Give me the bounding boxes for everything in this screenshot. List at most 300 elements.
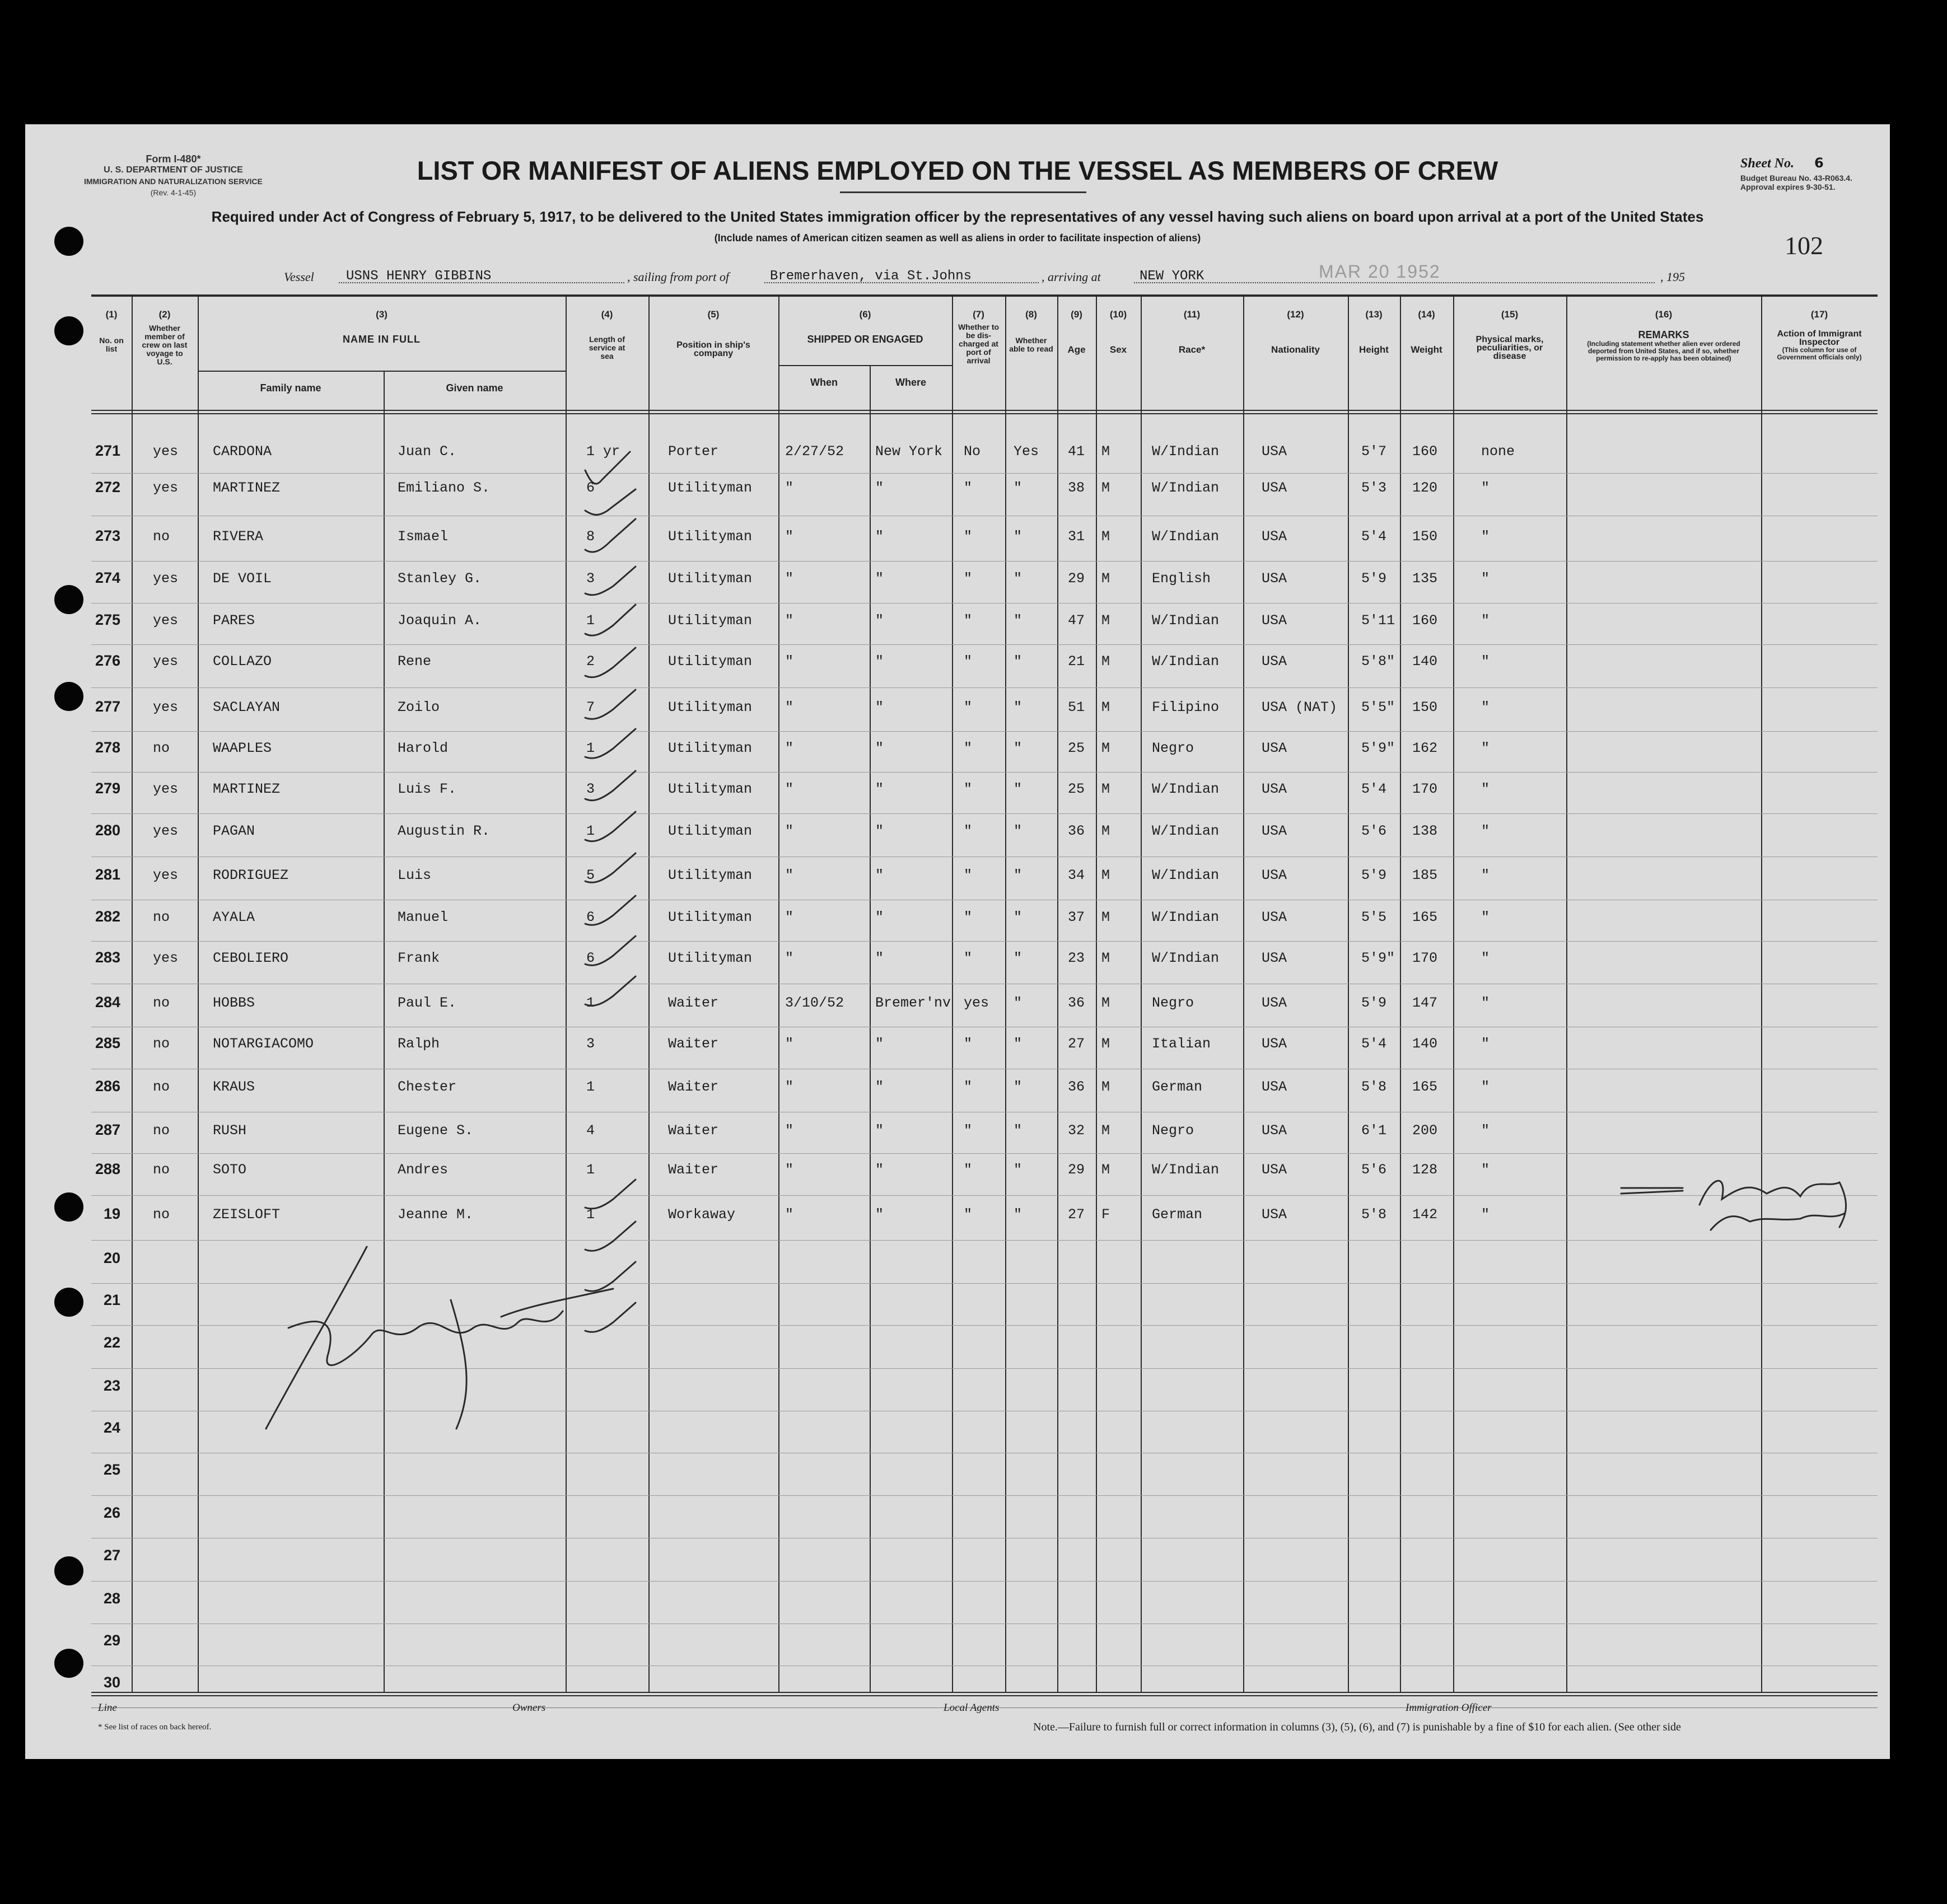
service-length-cell: 2 — [586, 653, 595, 670]
col8-number: (8) — [1025, 309, 1037, 320]
race-cell: W/Indian — [1152, 823, 1220, 839]
arriving-port: NEW YORK — [1140, 269, 1204, 284]
shipped-when-cell: " — [785, 781, 794, 797]
race-cell: English — [1152, 570, 1211, 587]
discharged-cell: " — [964, 699, 973, 715]
age-cell: 36 — [1068, 995, 1085, 1011]
crew-status-cell: yes — [153, 443, 179, 460]
col11-label: Race* — [1178, 344, 1206, 355]
height-cell: 5'3 — [1361, 480, 1387, 496]
crew-status-cell: yes — [153, 480, 179, 496]
nationality-cell: USA (NAT) — [1262, 699, 1338, 715]
discharged-cell: " — [964, 1206, 973, 1223]
family-name-cell: RODRIGUEZ — [213, 867, 289, 883]
age-cell: 29 — [1068, 1162, 1085, 1178]
family-name-cell: SOTO — [213, 1162, 247, 1178]
row-number: 19 — [103, 1205, 120, 1222]
row-number: 287 — [95, 1121, 120, 1138]
blank-row-number: 30 — [103, 1674, 120, 1691]
discharged-cell: " — [964, 653, 973, 670]
handwriting-overlay — [25, 124, 1890, 1759]
discharged-cell: " — [964, 1036, 973, 1052]
shipped-where-cell: New York — [875, 443, 943, 460]
form-revision: (Rev. 4-1-45) — [150, 188, 197, 197]
sex-cell: F — [1101, 1206, 1110, 1223]
race-cell: W/Indian — [1152, 909, 1220, 925]
height-cell: 5'9 — [1361, 570, 1387, 587]
physical-marks-cell: " — [1481, 1122, 1490, 1139]
race-cell: W/Indian — [1152, 612, 1220, 629]
sex-cell: M — [1101, 740, 1110, 756]
check-mark — [585, 690, 636, 719]
shipped-where-cell: " — [875, 1162, 884, 1178]
row-number: 282 — [95, 908, 120, 925]
physical-marks-cell: " — [1481, 1036, 1490, 1052]
race-cell: W/Indian — [1152, 781, 1220, 797]
physical-marks-cell: " — [1481, 1079, 1490, 1095]
col10-number: (10) — [1109, 309, 1127, 320]
col16-sublabel: (Including statement whether alien ever ordered deported from United States, and if so, whether permission to re-apply has been obtained) — [1587, 340, 1740, 362]
weight-cell: 185 — [1412, 867, 1438, 883]
nationality-cell: USA — [1262, 653, 1287, 670]
col6-number: (6) — [859, 309, 871, 320]
physical-marks-cell: " — [1481, 781, 1490, 797]
check-mark — [585, 519, 636, 552]
family-name-cell: CEBOLIERO — [213, 950, 289, 966]
physical-marks-cell: " — [1481, 995, 1490, 1011]
weight-cell: 200 — [1412, 1122, 1438, 1139]
shipped-when-cell: " — [785, 570, 794, 587]
col2-label: Whether member of crew on last voyage to U.S. — [142, 324, 188, 366]
sex-cell: M — [1101, 909, 1110, 925]
row-number: 278 — [95, 739, 120, 756]
shipped-when-header: When — [810, 377, 838, 388]
given-name-cell: Augustin R. — [398, 823, 491, 839]
height-cell: 5'8 — [1361, 1079, 1387, 1095]
position-cell: Waiter — [668, 1122, 719, 1139]
shipped-where-cell: " — [875, 781, 884, 797]
able-to-read-cell: Yes — [1014, 443, 1039, 460]
crew-status-cell: no — [153, 528, 170, 545]
shipped-when-cell: " — [785, 1079, 794, 1095]
row-number: 280 — [95, 822, 120, 839]
shipped-where-cell: " — [875, 570, 884, 587]
col7-label: Whether to be dis-charged at port of arrival — [958, 322, 1000, 365]
height-cell: 5'4 — [1361, 1036, 1387, 1052]
crew-status-cell: no — [153, 909, 170, 925]
weight-cell: 128 — [1412, 1162, 1438, 1178]
nationality-cell: USA — [1262, 528, 1287, 545]
service-length-cell: 7 — [586, 699, 595, 715]
race-cell: Italian — [1152, 1036, 1211, 1052]
position-cell: Porter — [668, 443, 719, 460]
able-to-read-cell: " — [1014, 823, 1022, 839]
discharged-cell: " — [964, 480, 973, 496]
check-mark — [585, 1262, 636, 1291]
form-number: Form I-480* — [146, 153, 201, 165]
physical-marks-cell: " — [1481, 570, 1490, 587]
shipped-where-cell: " — [875, 740, 884, 756]
service-length-cell: 3 — [586, 1036, 595, 1052]
department-name: U. S. DEPARTMENT OF JUSTICE — [104, 165, 243, 175]
family-name-cell: PAGAN — [213, 823, 255, 839]
family-name-cell: RUSH — [213, 1122, 247, 1139]
weight-cell: 162 — [1412, 740, 1438, 756]
nationality-cell: USA — [1262, 995, 1287, 1011]
col5-number: (5) — [707, 309, 720, 320]
col8-label: Whether able to read — [1009, 336, 1053, 353]
blank-row-number: 20 — [103, 1250, 120, 1266]
weight-cell: 160 — [1412, 443, 1438, 460]
col4-number: (4) — [601, 309, 613, 320]
position-cell: Utilityman — [668, 480, 753, 496]
shipped-where-cell: " — [875, 528, 884, 545]
position-cell: Waiter — [668, 995, 719, 1011]
blank-row-number: 29 — [103, 1632, 120, 1649]
able-to-read-cell: " — [1014, 570, 1022, 587]
position-cell: Utilityman — [668, 740, 753, 756]
able-to-read-cell: " — [1014, 781, 1022, 797]
nationality-cell: USA — [1262, 1206, 1287, 1223]
nationality-cell: USA — [1262, 909, 1287, 925]
col14-label: Weight — [1411, 344, 1442, 355]
blank-row-number: 23 — [103, 1377, 120, 1394]
given-name-cell: Harold — [398, 740, 449, 756]
document-title: LIST OR MANIFEST OF ALIENS EMPLOYED ON THE VESSEL AS MEMBERS OF CREW — [417, 156, 1498, 185]
sex-cell: M — [1101, 823, 1110, 839]
height-cell: 5'6 — [1361, 823, 1387, 839]
able-to-read-cell: " — [1014, 528, 1022, 545]
race-cell: Negro — [1152, 995, 1194, 1011]
manifest-sheet — [25, 124, 1890, 1759]
height-cell: 5'5 — [1361, 909, 1387, 925]
sex-cell: M — [1101, 653, 1110, 670]
family-name-cell: DE VOIL — [213, 570, 272, 587]
binder-hole — [54, 585, 83, 614]
blank-row-number: 26 — [103, 1504, 120, 1521]
row-number: 271 — [95, 442, 120, 459]
crew-status-cell: no — [153, 740, 170, 756]
sheet-number-value: 6 — [1814, 155, 1824, 171]
check-mark — [585, 853, 636, 882]
col1-number: (1) — [105, 309, 118, 320]
discharged-cell: " — [964, 950, 973, 966]
shipped-where-cell: " — [875, 612, 884, 629]
physical-marks-cell: " — [1481, 480, 1490, 496]
check-mark — [585, 567, 636, 595]
crew-status-cell: no — [153, 1162, 170, 1178]
remarks-handwriting — [1621, 1181, 1846, 1230]
col2-number: (2) — [158, 309, 171, 320]
shipped-where-cell: " — [875, 699, 884, 715]
race-cell: German — [1152, 1079, 1203, 1095]
given-name-cell: Andres — [398, 1162, 449, 1178]
family-name-cell: AYALA — [213, 909, 255, 925]
arrival-date-stamp: MAR 20 1952 — [1319, 261, 1441, 282]
height-cell: 5'11 — [1361, 612, 1395, 629]
check-mark — [585, 648, 636, 677]
age-cell: 31 — [1068, 528, 1085, 545]
physical-marks-cell: " — [1481, 740, 1490, 756]
col1-label: No. on list — [99, 336, 124, 353]
shipped-when-cell: " — [785, 823, 794, 839]
given-name-cell: Chester — [398, 1079, 457, 1095]
sailing-port: Bremerhaven, via St.Johns — [770, 269, 972, 284]
discharged-cell: " — [964, 909, 973, 925]
family-name-cell: SACLAYAN — [213, 699, 281, 715]
position-cell: Waiter — [668, 1036, 719, 1052]
race-cell: Filipino — [1152, 699, 1220, 715]
row-number: 277 — [95, 698, 120, 715]
age-cell: 34 — [1068, 867, 1085, 883]
col14-number: (14) — [1418, 309, 1435, 320]
able-to-read-cell: " — [1014, 1162, 1022, 1178]
shipped-where-cell: " — [875, 1036, 884, 1052]
able-to-read-cell: " — [1014, 612, 1022, 629]
shipped-when-cell: 3/10/52 — [785, 995, 844, 1011]
physical-marks-cell: " — [1481, 612, 1490, 629]
weight-cell: 170 — [1412, 950, 1438, 966]
given-name-cell: Eugene S. — [398, 1122, 474, 1139]
given-name-cell: Zoilo — [398, 699, 440, 715]
given-name-cell: Frank — [398, 950, 440, 966]
position-cell: Utilityman — [668, 909, 753, 925]
nationality-cell: USA — [1262, 1036, 1287, 1052]
shipped-when-cell: 2/27/52 — [785, 443, 844, 460]
height-cell: 5'9 — [1361, 867, 1387, 883]
race-cell: Negro — [1152, 1122, 1194, 1139]
position-cell: Utilityman — [668, 823, 753, 839]
blank-row-number: 25 — [103, 1461, 120, 1478]
row-number: 284 — [95, 994, 120, 1011]
age-cell: 41 — [1068, 443, 1085, 460]
document-subtitle: Required under Act of Congress of February 5, 1917, to be delivered to the United States immigration officer by the representatives of any vessel having such aliens on board upon arrival at a port of the United States — [211, 208, 1704, 225]
nationality-cell: USA — [1262, 1079, 1287, 1095]
budget-number: Budget Bureau No. 43-R063.4. — [1740, 174, 1852, 183]
position-cell: Utilityman — [668, 528, 753, 545]
weight-cell: 160 — [1412, 612, 1438, 629]
physical-marks-cell: " — [1481, 699, 1490, 715]
col17-label: Action of Immigrant Inspector — [1777, 329, 1862, 347]
physical-marks-cell: " — [1481, 909, 1490, 925]
document-subnote: (Include names of American citizen seamen as well as aliens in order to facilitate inspection of aliens) — [714, 232, 1201, 244]
height-cell: 5'4 — [1361, 528, 1387, 545]
service-length-cell: 8 — [586, 528, 595, 545]
binder-hole — [54, 682, 83, 711]
age-cell: 51 — [1068, 699, 1085, 715]
sheet-number-label: Sheet No. — [1740, 156, 1794, 171]
physical-marks-cell: " — [1481, 528, 1490, 545]
given-name-cell: Joaquin A. — [398, 612, 482, 629]
nationality-cell: USA — [1262, 1122, 1287, 1139]
able-to-read-cell: " — [1014, 867, 1022, 883]
age-cell: 27 — [1068, 1036, 1085, 1052]
given-name-cell: Luis F. — [398, 781, 457, 797]
sex-cell: M — [1101, 995, 1110, 1011]
discharged-cell: No — [964, 443, 981, 460]
shipped-when-cell: " — [785, 612, 794, 629]
service-length-cell: 1 — [586, 740, 595, 756]
shipped-where-cell: " — [875, 653, 884, 670]
age-cell: 36 — [1068, 1079, 1085, 1095]
nationality-cell: USA — [1262, 950, 1287, 966]
crew-status-cell: no — [153, 995, 170, 1011]
given-name-cell: Luis — [398, 867, 432, 883]
shipped-when-cell: " — [785, 740, 794, 756]
sex-cell: M — [1101, 480, 1110, 496]
weight-cell: 142 — [1412, 1206, 1438, 1223]
discharged-cell: " — [964, 1079, 973, 1095]
sex-cell: M — [1101, 528, 1110, 545]
nationality-cell: USA — [1262, 443, 1287, 460]
service-length-cell: 1 — [586, 823, 595, 839]
age-cell: 32 — [1068, 1122, 1085, 1139]
col16-label: REMARKS — [1638, 329, 1689, 340]
height-cell: 5'9" — [1361, 740, 1395, 756]
col13-label: Height — [1359, 344, 1389, 355]
crew-status-cell: no — [153, 1079, 170, 1095]
shipped-where-cell: " — [875, 1122, 884, 1139]
position-cell: Waiter — [668, 1162, 719, 1178]
col5-label: Position in ship's company — [676, 340, 750, 358]
races-footnote: * See list of races on back hereof. — [98, 1723, 212, 1732]
service-length-cell: 3 — [586, 781, 595, 797]
race-cell: W/Indian — [1152, 1162, 1220, 1178]
crew-status-cell: yes — [153, 867, 179, 883]
year-label: , 195 — [1660, 270, 1685, 284]
row-number: 274 — [95, 569, 120, 586]
able-to-read-cell: " — [1014, 699, 1022, 715]
sex-cell: M — [1101, 950, 1110, 966]
family-name-header: Family name — [260, 382, 321, 394]
age-cell: 37 — [1068, 909, 1085, 925]
shipped-when-cell: " — [785, 480, 794, 496]
discharged-cell: " — [964, 1122, 973, 1139]
service-length-cell: 6 — [586, 480, 595, 496]
given-name-cell: Juan C. — [398, 443, 457, 460]
crew-status-cell: no — [153, 1206, 170, 1223]
service-length-cell: 1 — [586, 612, 595, 629]
race-cell: W/Indian — [1152, 443, 1220, 460]
able-to-read-cell: " — [1014, 653, 1022, 670]
physical-marks-cell: " — [1481, 1162, 1490, 1178]
check-mark — [585, 1303, 636, 1332]
shipped-when-cell: " — [785, 1206, 794, 1223]
weight-cell: 150 — [1412, 528, 1438, 545]
binder-hole — [54, 316, 83, 345]
position-cell: Waiter — [668, 1079, 719, 1095]
check-mark — [585, 1180, 636, 1209]
physical-marks-cell: none — [1481, 443, 1515, 460]
weight-cell: 138 — [1412, 823, 1438, 839]
service-length-cell: 5 — [586, 867, 595, 883]
position-cell: Utilityman — [668, 867, 753, 883]
service-length-cell: 1 — [586, 1206, 595, 1223]
blank-row-number: 28 — [103, 1590, 120, 1607]
sex-cell: M — [1101, 1162, 1110, 1178]
approval-expiry: Approval expires 9-30-51. — [1740, 183, 1836, 191]
binder-hole — [54, 1288, 83, 1317]
crew-status-cell: no — [153, 1122, 170, 1139]
blank-row-number: 21 — [103, 1292, 120, 1308]
age-cell: 25 — [1068, 781, 1085, 797]
height-cell: 6'1 — [1361, 1122, 1387, 1139]
discharged-cell: " — [964, 528, 973, 545]
weight-cell: 170 — [1412, 781, 1438, 797]
row-number: 283 — [95, 949, 120, 966]
given-name-cell: Stanley G. — [398, 570, 482, 587]
nationality-cell: USA — [1262, 480, 1287, 496]
col17-sublabel: (This column for use of Government officials only) — [1777, 346, 1862, 361]
check-mark — [585, 729, 636, 758]
shipped-when-cell: " — [785, 699, 794, 715]
discharged-cell: " — [964, 823, 973, 839]
able-to-read-cell: " — [1014, 1206, 1022, 1223]
family-name-cell: MARTINEZ — [213, 480, 281, 496]
page-stamp-number: 102 — [1785, 231, 1823, 260]
shipped-where-cell: " — [875, 909, 884, 925]
given-name-cell: Paul E. — [398, 995, 457, 1011]
family-name-cell: MARTINEZ — [213, 781, 281, 797]
race-cell: Negro — [1152, 740, 1194, 756]
col15-label: Physical marks, peculiarities, or disease — [1476, 335, 1544, 361]
service-length-cell: 1 — [586, 1162, 595, 1178]
able-to-read-cell: " — [1014, 995, 1022, 1011]
age-cell: 21 — [1068, 653, 1085, 670]
position-cell: Utilityman — [668, 612, 753, 629]
weight-cell: 120 — [1412, 480, 1438, 496]
family-name-cell: PARES — [213, 612, 255, 629]
nationality-cell: USA — [1262, 740, 1287, 756]
check-mark — [585, 812, 636, 841]
given-name-cell: Ismael — [398, 528, 449, 545]
service-length-cell: 1 — [586, 1079, 595, 1095]
sex-cell: M — [1101, 443, 1110, 460]
footer-line-label: Line — [98, 1702, 117, 1714]
footer-officer-label: Immigration Officer — [1406, 1702, 1492, 1714]
height-cell: 5'4 — [1361, 781, 1387, 797]
height-cell: 5'7 — [1361, 443, 1387, 460]
col9-number: (9) — [1071, 309, 1082, 320]
discharged-cell: yes — [964, 995, 989, 1011]
family-name-cell: KRAUS — [213, 1079, 255, 1095]
col11-number: (11) — [1183, 309, 1201, 320]
service-length-cell: 6 — [586, 909, 595, 925]
age-cell: 38 — [1068, 480, 1085, 496]
height-cell: 5'8" — [1361, 653, 1395, 670]
race-cell: W/Indian — [1152, 480, 1220, 496]
given-name-cell: Jeanne M. — [398, 1206, 474, 1223]
discharged-cell: " — [964, 1162, 973, 1178]
binder-hole — [54, 1192, 83, 1222]
row-number: 275 — [95, 611, 120, 628]
age-cell: 25 — [1068, 740, 1085, 756]
family-name-cell: WAAPLES — [213, 740, 272, 756]
family-name-cell: NOTARGIACOMO — [213, 1036, 314, 1052]
crew-status-cell: yes — [153, 823, 179, 839]
col10-label: Sex — [1109, 344, 1127, 355]
service-length-cell: 3 — [586, 570, 595, 587]
given-name-cell: Ralph — [398, 1036, 440, 1052]
given-name-cell: Emiliano S. — [398, 480, 491, 496]
row-number: 279 — [95, 780, 120, 797]
able-to-read-cell: " — [1014, 480, 1022, 496]
physical-marks-cell: " — [1481, 867, 1490, 883]
height-cell: 5'5" — [1361, 699, 1395, 715]
vessel-name: USNS HENRY GIBBINS — [346, 269, 492, 284]
check-mark — [585, 936, 636, 965]
family-name-cell: COLLAZO — [213, 653, 272, 670]
